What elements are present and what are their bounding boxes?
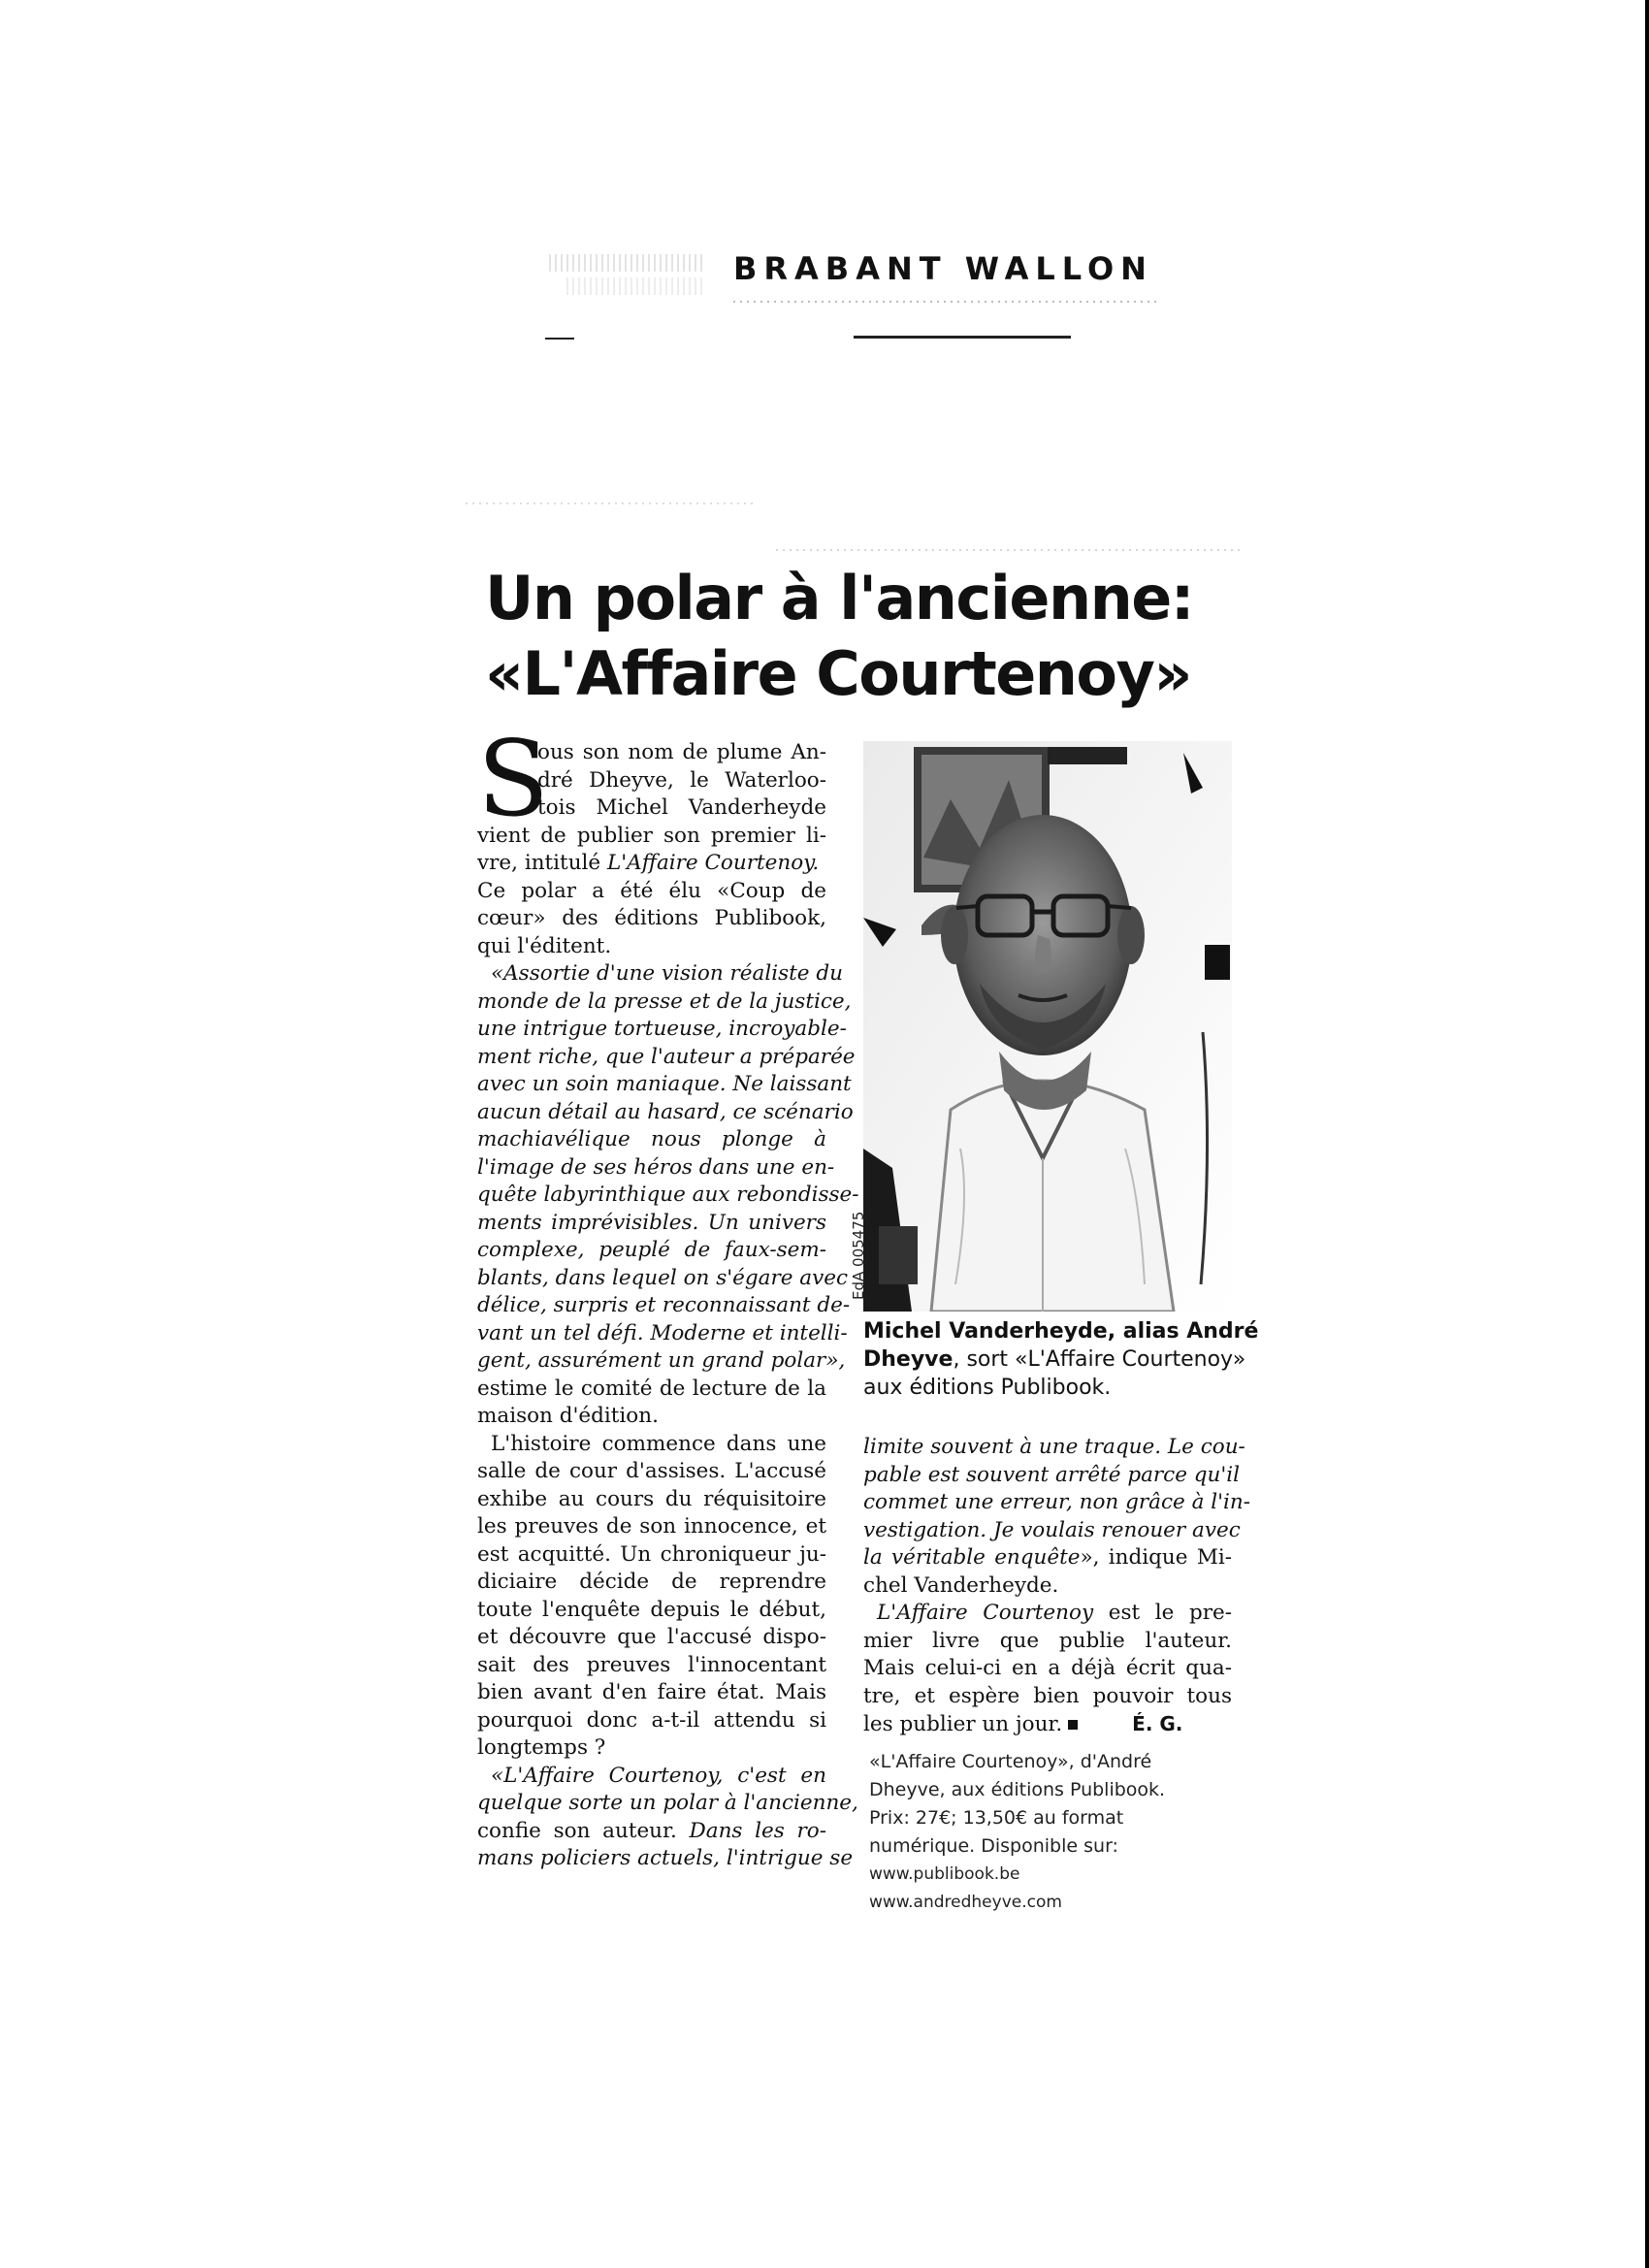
line-segment: la véritable enquête: [863, 1545, 1081, 1570]
article-line: estime le comité de lecture de la: [477, 1376, 826, 1401]
photo-credit: EdA 005475: [850, 1211, 867, 1300]
line-segment: vre, intitulé: [477, 851, 601, 875]
line-segment: L'Affaire Courtenoy.: [600, 851, 820, 875]
line-segment: confie son auteur.: [477, 1818, 677, 1843]
article-line: est acquitté. Un chroniqueur ju-: [477, 1541, 826, 1567]
scan-noise: [549, 254, 704, 272]
article-line: exhibe au cours du réquisitoire: [477, 1486, 826, 1511]
article-line: sait des preuves l'innocentant: [477, 1652, 826, 1677]
article-line: vient de publier son premier li-: [477, 823, 826, 848]
drop-cap: S: [477, 719, 549, 840]
info-line: numérique. Disponible sur:: [869, 1835, 1118, 1857]
article-line: vestigation. Je voulais renouer avec: [863, 1517, 1241, 1542]
headline-line: Un polar à l'ancienne:: [485, 563, 1194, 633]
article-line: [477, 850, 826, 878]
info-link[interactable]: www.publibook.be: [869, 1864, 1020, 1884]
info-line: «L'Affaire Courtenoy», d'André: [869, 1751, 1152, 1772]
article-line: «L'Affaire Courtenoy, c'est en: [491, 1763, 826, 1788]
scan-dots: [776, 549, 1242, 551]
line-segment: Dans les ro-: [676, 1818, 827, 1843]
headline-line: «L'Affaire Courtenoy»: [485, 638, 1191, 709]
article-line: machiavélique nous plonge à: [477, 1127, 826, 1151]
author-photo-image: [863, 741, 1232, 1312]
book-info: [869, 1748, 1228, 1917]
scan-noise: [566, 277, 702, 295]
header-rule: [545, 338, 574, 340]
article-line: tre, et espère bien pouvoir tous: [863, 1683, 1232, 1708]
article-line: maison d'édition.: [477, 1404, 659, 1428]
article-line: cœur» des éditions Publibook,: [477, 906, 826, 930]
article-line: ous son nom de plume An-: [537, 740, 826, 764]
article-line: Ce polar a été élu «Coup de: [477, 878, 826, 903]
line-segment: », indique Mi-: [1080, 1545, 1232, 1570]
article-line: et découvre que l'accusé dispo-: [477, 1625, 826, 1649]
article-line: pable est souvent arrêté parce qu'il: [863, 1462, 1241, 1487]
article-line: ments imprévisibles. Un univers: [477, 1210, 826, 1235]
article-line: diciaire décide de reprendre: [477, 1570, 826, 1594]
caption-bold: Michel Vanderheyde, alias André: [863, 1319, 1259, 1344]
article-line: chel Vanderheyde.: [863, 1572, 1059, 1598]
article-line: L'histoire commence dans une: [491, 1431, 826, 1456]
article-line: [863, 1544, 1232, 1572]
article-line: délice, surpris et reconnaissant de-: [477, 1293, 851, 1317]
article-line: [477, 1818, 826, 1846]
article-line: monde de la presse et de la justice,: [477, 988, 852, 1014]
section-header: BRABANT WALLON: [733, 250, 1153, 287]
article-line: ment riche, que l'auteur a préparée: [477, 1044, 856, 1069]
article-line: mier livre que publie l'auteur.: [863, 1628, 1232, 1653]
caption-text: aux éditions Publibook.: [863, 1376, 1112, 1400]
article-line: bien avant d'en faire état. Mais: [477, 1680, 826, 1704]
scan-dots: [733, 301, 1160, 303]
author-photo: [863, 741, 1232, 1312]
article-line: tois Michel Vanderheyde: [537, 795, 826, 820]
info-line: Prix: 27€; 13,50€ au format: [869, 1807, 1124, 1829]
article-line: aucun détail au hasard, ce scénario: [477, 1099, 854, 1124]
author-signature: É. G.: [1132, 1712, 1183, 1735]
photo-caption: [863, 1317, 1259, 1402]
article-line: dré Dheyve, le Waterloo-: [537, 767, 826, 793]
article-column-right: [863, 1434, 1250, 1738]
caption-bold: Dheyve: [863, 1347, 954, 1372]
caption-text: , sort «L'Affaire Courtenoy»: [953, 1347, 1246, 1372]
article-line: commet une erreur, non grâce à l'in-: [863, 1490, 1250, 1514]
info-link[interactable]: www.andredheyve.com: [869, 1893, 1062, 1912]
article-line: Mais celui-ci en a déjà écrit qua-: [863, 1656, 1232, 1680]
info-line: Dheyve, aux éditions Publibook.: [869, 1779, 1166, 1800]
article-line: les preuves de son innocence, et: [477, 1514, 826, 1539]
article-line: complexe, peuplé de faux-sem-: [477, 1238, 826, 1262]
article-line: une intrigue tortueuse, incroyable-: [477, 1017, 847, 1041]
article-line: gent, assurément un grand polar»,: [477, 1348, 846, 1373]
article-line: [863, 1600, 1232, 1628]
article-line: toute l'enquête depuis le début,: [477, 1597, 826, 1622]
article-line: salle de cour d'assises. L'accusé: [477, 1459, 826, 1483]
article-line: quête labyrinthique aux rebondisse-: [477, 1183, 859, 1207]
article-line: qui l'éditent.: [477, 933, 612, 958]
article-line: les publier un jour. É. G.: [863, 1712, 1183, 1736]
article-line: quelque sorte un polar à l'ancienne,: [477, 1791, 858, 1815]
line-segment: L'Affaire Courtenoy: [877, 1601, 1094, 1625]
article-line: «Assortie d'une vision réaliste du: [491, 961, 843, 986]
end-of-article-mark: [1068, 1720, 1078, 1730]
article-line: limite souvent à une traque. Le cou-: [863, 1435, 1245, 1459]
article-line: avec un soin maniaque. Ne laissant: [477, 1072, 852, 1096]
header-rule: [854, 336, 1071, 339]
article-line: blants, dans lequel on s'égare avec: [477, 1265, 849, 1290]
article-line: pourquoi donc a-t-il attendu si: [477, 1707, 826, 1733]
article-line: mans policiers actuels, l'intrigue se: [477, 1846, 854, 1870]
article-line: l'image de ses héros dans une en-: [477, 1154, 835, 1180]
scan-edge: [1645, 0, 1649, 2268]
line-segment: est le pre-: [1093, 1601, 1233, 1625]
article-line: vant un tel défi. Moderne et intelli-: [477, 1320, 848, 1345]
article-line: longtemps ?: [477, 1735, 606, 1760]
scan-dots: [466, 502, 757, 504]
headline: [485, 561, 1261, 712]
